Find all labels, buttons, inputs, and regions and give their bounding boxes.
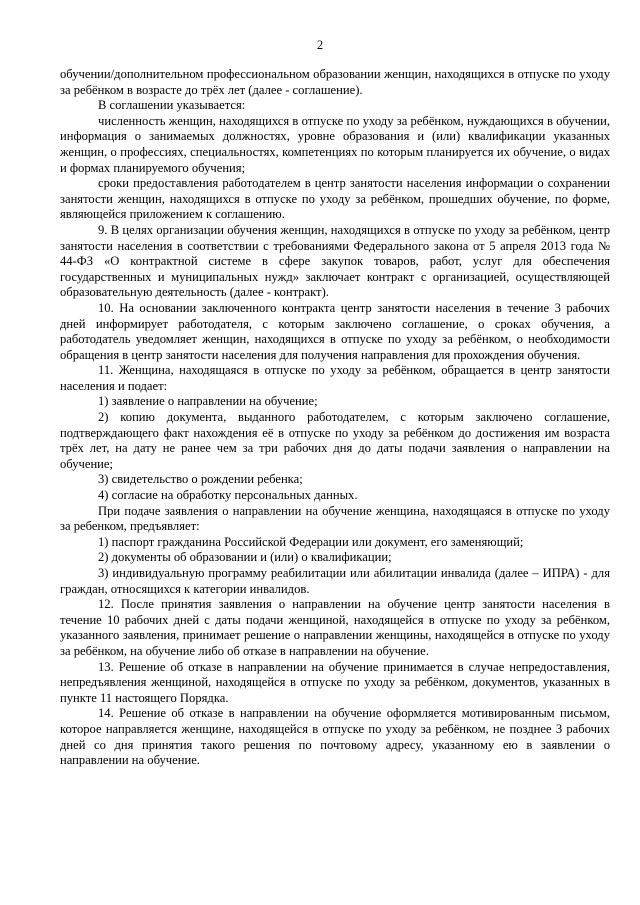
paragraph: В соглашении указывается: bbox=[98, 98, 246, 113]
paragraph: сроки предоставления работодателем в центр занятости населения информации о сохранении занятости женщин, находящихся в отпуске по уходу за ребёнком, прошедших обучение, по форме, являющейся приложением к соглашению. bbox=[60, 176, 610, 222]
paragraph-item-11: 11. Женщина, находящаяся в отпуске по уходу за ребёнком, обращается в центр занятости населения и подает: bbox=[60, 363, 610, 393]
document-body bbox=[60, 67, 610, 769]
paragraph-item-14: 14. Решение об отказе в направлении на обучение оформляется мотивированным письмом, которое направляется женщине, находящейся в отпуске по уходу за ребёнком, не позднее 3 рабочих дней со дня принятия такого решения по почтовому адресу, указанному ею в заявлении о направлении на обучение. bbox=[60, 706, 610, 768]
list-item: 1) заявление о направлении на обучение; bbox=[98, 394, 318, 409]
paragraph: обучении/дополнительном профессиональном образовании женщин, находящихся в отпуске по уходу за ребёнком в возрасте до трёх лет (далее - соглашение). bbox=[60, 67, 610, 97]
paragraph-item-9: 9. В целях организации обучения женщин, находящихся в отпуске по уходу за ребёнком, центр занятости населения в соответствии с требованиями Федерального закона от 5 апреля 2013 года № 44-ФЗ «О контрактной системе в сфере закупок товаров, работ, услуг для обеспечения государственных и муниципальных нужд» заключает контракт с организацией, осуществляющей образовательную деятельность (далее - контракт). bbox=[60, 222, 610, 300]
list-item: 3) свидетельство о рождении ребенка; bbox=[98, 472, 303, 487]
list-item: 1) паспорт гражданина Российской Федерации или документ, его заменяющий; bbox=[98, 534, 524, 549]
paragraph: При подаче заявления о направлении на обучение женщина, находящаяся в отпуске по уходу за ребенком, предъявляет: bbox=[60, 503, 610, 534]
paragraph-item-13: 13. Решение об отказе в направлении на обучение принимается в случае непредоставления, непредъявления женщиной, находящейся в отпуске по уходу за ребёнком, документов, указанных в пункте 11 настоящего Порядка. bbox=[60, 659, 610, 705]
paragraph-item-12: 12. После принятия заявления о направлении на обучение центр занятости населения в течение 10 рабочих дней с даты подачи женщиной, находящейся в отпуске по уходу за ребёнком, указанного заявления, принимает решение о направлении женщины, находящейся в отпуске по уходу за ребёнком, на обучение либо об отказе в направлении на обучение. bbox=[60, 597, 610, 658]
page-number: 2 bbox=[316, 38, 324, 52]
list-item: 2) копию документа, выданного работодателем, с которым заключено соглашение, подтверждающего факт нахождения её в отпуске по уходу за ребёнком до достижения им возраста трёх лет, на дату не ранее чем за три рабочих дня до даты подачи заявления о направлении на обучение; bbox=[60, 410, 610, 471]
list-item: 4) согласие на обработку персональных данных. bbox=[98, 488, 358, 503]
list-item: 2) документы об образовании и (или) о квалификации; bbox=[98, 550, 392, 565]
paragraph-item-10: 10. На основании заключенного контракта центр занятости населения в течение 3 рабочих дней информирует работодателя, с которым заключено соглашение, о сроках обучения, а работодатель уведомляет женщин, находящихся в отпуске по уходу за ребёнком, о необходимости обращения в центр занятости населения для получения направления для прохождения обучения. bbox=[60, 300, 610, 362]
paragraph: численность женщин, находящихся в отпуске по уходу за ребёнком, нуждающихся в обучении, информация о занимаемых должностях, уровне образования и (или) квалификации указанных женщин, о профессиях, специальностях, компетенциях по которым планируется их обучение, о видах и формах планируемого обучения; bbox=[60, 113, 610, 175]
list-item: 3) индивидуальную программу реабилитации или абилитации инвалида (далее – ИПРА) - для граждан, относящихся к категории инвалидов. bbox=[60, 566, 610, 596]
